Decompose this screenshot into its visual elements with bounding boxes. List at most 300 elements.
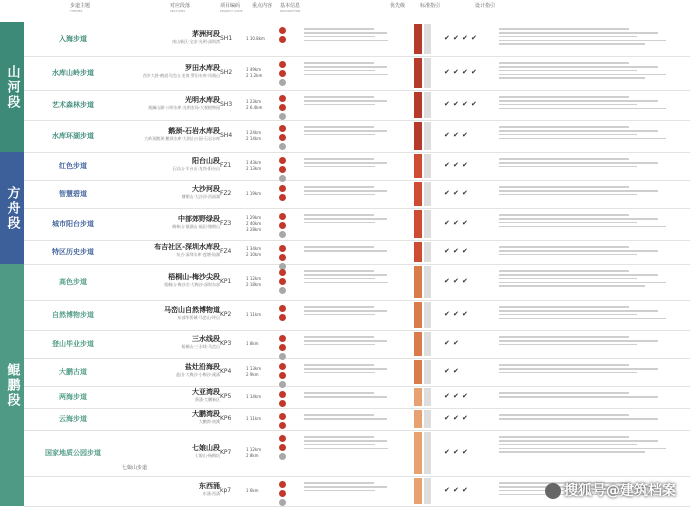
section-name	[132, 388, 220, 403]
text-line	[304, 414, 374, 416]
node-marker-icon	[279, 27, 286, 34]
description-text	[304, 268, 399, 285]
section-title: 马峦山自然博物道	[164, 306, 220, 314]
section-title: 盐灶沿海段	[185, 363, 220, 371]
text-line	[304, 340, 387, 342]
header-section: 对应段落 SECTIONS	[170, 3, 191, 13]
length-list	[246, 416, 261, 422]
node-marker-icon	[279, 344, 286, 351]
text-line	[499, 392, 629, 394]
text-line	[499, 226, 666, 228]
length-value: 2 14km	[246, 136, 262, 141]
length-value: 2 6.4km	[246, 105, 263, 110]
project-code: SH4	[220, 132, 233, 139]
priority-bar	[414, 410, 422, 428]
node-marker-icon	[279, 36, 286, 43]
node-marker-icon	[279, 453, 286, 460]
text-line	[304, 278, 375, 280]
text-line	[304, 62, 374, 64]
section-subtitle: 大岭顶鹅颈·鹅颈水库·大围山公园·石岩水库	[144, 136, 220, 141]
node-icons	[279, 433, 286, 462]
text-line	[304, 250, 387, 252]
text-line	[499, 250, 658, 252]
length-list	[246, 67, 262, 79]
section-name	[132, 335, 220, 350]
theme-name: 智慧碧道	[59, 189, 87, 198]
check-icon: ✔	[444, 161, 455, 169]
priority-marker	[414, 242, 422, 262]
priority-marker	[414, 332, 422, 356]
text-line	[499, 134, 637, 136]
node-marker-icon	[279, 185, 286, 192]
section-title: 光明水库段	[185, 96, 220, 104]
text-line	[499, 138, 666, 140]
check-icon: ✔	[462, 277, 473, 285]
priority-side-bar	[424, 332, 431, 356]
priority-marker	[414, 24, 422, 54]
text-line	[499, 440, 658, 442]
check-icon: ✔	[453, 310, 464, 318]
section-name	[132, 157, 220, 172]
priority-side-bar	[424, 410, 431, 428]
text-line	[304, 310, 387, 312]
text-line	[499, 278, 637, 280]
node-marker-icon	[279, 95, 286, 102]
priority-marker	[414, 154, 422, 178]
watermark: 搜狐号@建筑档案	[545, 480, 676, 500]
section-subtitle: 布吉·深圳水库·莲塘·仙湖	[176, 252, 220, 257]
text-line	[304, 482, 374, 484]
section-title: 布吉社区-深圳水库段	[154, 243, 220, 251]
index-checks	[444, 68, 480, 76]
text-line	[304, 134, 375, 136]
section-name	[132, 306, 220, 321]
check-icon: ✔	[453, 68, 464, 76]
design-guide-text	[499, 94, 684, 111]
length-list	[246, 36, 265, 42]
text-line	[499, 448, 666, 450]
node-marker-icon	[279, 143, 286, 150]
section-title: 梧桐山-梅沙尖段	[168, 273, 220, 281]
node-marker-icon	[279, 413, 286, 420]
length-value: 1 43km	[246, 160, 262, 165]
check-icon: ✔	[462, 247, 473, 255]
table-row	[24, 152, 690, 181]
check-icon: ✔	[462, 219, 473, 227]
section-title: 大亚湾段	[192, 388, 220, 396]
priority-marker	[414, 122, 422, 150]
node-marker-icon	[279, 157, 286, 164]
check-icon: ✔	[462, 34, 473, 42]
project-code: FZ3	[220, 220, 232, 227]
check-icon: ✔	[453, 392, 464, 400]
theme-name: 水库山岭步道	[52, 68, 94, 77]
description-text	[304, 304, 399, 318]
node-marker-icon	[279, 113, 286, 120]
check-icon: ✔	[462, 131, 473, 139]
priority-marker	[414, 182, 422, 206]
node-marker-icon	[279, 134, 286, 141]
text-line	[304, 436, 374, 438]
text-line	[304, 218, 387, 220]
priority-side-bar	[424, 122, 431, 150]
text-line	[499, 28, 629, 30]
text-line	[499, 344, 637, 346]
header-index: 标准指引	[420, 3, 441, 9]
check-icon: ✔	[444, 310, 455, 318]
check-icon: ✔	[444, 414, 455, 422]
description-text	[304, 412, 399, 422]
priority-side-bar	[424, 360, 431, 384]
text-line	[499, 314, 637, 316]
node-icons	[279, 183, 286, 203]
text-line	[304, 32, 387, 34]
text-line	[304, 96, 374, 98]
check-icon: ✔	[453, 161, 464, 169]
section-title: 罗田水库段	[185, 64, 220, 72]
project-code: KP1	[220, 278, 232, 285]
check-icon: ✔	[462, 161, 473, 169]
text-line	[304, 344, 375, 346]
text-line	[304, 222, 375, 224]
text-line	[499, 218, 658, 220]
check-icon: ✔	[453, 486, 464, 494]
description-text	[304, 334, 399, 348]
text-line	[304, 448, 388, 450]
section-subtitle: 观澜山湖·公明水库·光明农场·大观植物园	[148, 105, 220, 110]
theme-name: 大鹏古道	[59, 367, 87, 376]
section-name	[132, 96, 220, 111]
length-value: 1 12km	[246, 447, 262, 452]
section-subtitle: 石岩山·羊台山·龙岗·阳台山	[172, 166, 220, 171]
text-line	[304, 274, 387, 276]
section-fangzhou: 方舟段	[0, 152, 24, 264]
node-marker-icon	[279, 269, 286, 276]
check-icon: ✔	[453, 100, 464, 108]
text-line	[499, 74, 666, 76]
text-line	[499, 364, 629, 366]
priority-bar	[414, 154, 422, 178]
index-checks	[444, 34, 480, 42]
priority-bar	[414, 242, 422, 262]
design-guide-text	[499, 212, 684, 229]
table-row	[24, 120, 690, 153]
section-subtitle: 七娘山·杨梅坑	[194, 453, 220, 458]
priority-bar	[414, 388, 422, 406]
priority-bar	[414, 122, 422, 150]
section-title: 大沙河段	[192, 185, 220, 193]
check-icon: ✔	[444, 448, 455, 456]
node-marker-icon	[279, 481, 286, 488]
check-icon: ✔	[453, 277, 464, 285]
text-line	[499, 158, 629, 160]
text-line	[304, 314, 375, 316]
description-text	[304, 480, 399, 494]
header-code: 项目编码 PROJECT CODE	[220, 3, 243, 13]
length-list	[246, 276, 261, 288]
description-text	[304, 124, 399, 138]
node-marker-icon	[279, 166, 286, 173]
priority-side-bar	[424, 302, 431, 328]
check-icon: ✔	[444, 367, 455, 375]
check-icon: ✔	[462, 392, 473, 400]
length-list	[246, 447, 261, 459]
project-code: KP2	[220, 311, 232, 318]
priority-side-bar	[424, 266, 431, 298]
node-marker-icon	[279, 400, 286, 407]
check-icon: ✔	[462, 414, 473, 422]
project-code: SH3	[220, 101, 233, 108]
text-line	[304, 126, 374, 128]
index-checks	[444, 392, 471, 400]
design-guide-text	[499, 26, 684, 47]
index-checks	[444, 448, 471, 456]
priority-bar	[414, 302, 422, 328]
header-priority: 优先级	[390, 3, 406, 9]
check-icon: ✔	[453, 339, 464, 347]
priority-side-bar	[424, 478, 431, 504]
priority-marker	[414, 388, 422, 406]
table-row	[24, 208, 690, 241]
priority-marker	[414, 92, 422, 118]
check-icon: ✔	[444, 100, 455, 108]
check-icon: ✔	[471, 100, 482, 108]
index-checks	[444, 310, 471, 318]
extra-label: 七娘山步道	[122, 465, 148, 471]
node-marker-icon	[279, 104, 286, 111]
text-line	[499, 396, 658, 398]
text-line	[304, 364, 374, 366]
check-icon: ✔	[462, 486, 473, 494]
length-value: 2 13km	[246, 166, 262, 171]
section-name	[132, 273, 220, 288]
check-icon: ✔	[444, 34, 455, 42]
length-value: 1 6km	[246, 488, 259, 493]
priority-bar	[414, 332, 422, 356]
index-checks	[444, 414, 471, 422]
text-line	[304, 66, 387, 68]
check-icon: ✔	[453, 219, 464, 227]
header-theme: 步道主题 THEMES	[70, 3, 91, 13]
text-line	[304, 158, 374, 160]
description-text	[304, 390, 399, 400]
text-line	[499, 436, 629, 438]
section-subtitle: 东涌·西涌	[202, 491, 220, 496]
node-icons	[279, 93, 286, 122]
check-icon: ✔	[444, 486, 455, 494]
text-line	[304, 74, 388, 76]
text-line	[499, 66, 658, 68]
theme-name: 红色步道	[59, 161, 87, 170]
text-line	[499, 77, 645, 79]
description-text	[304, 362, 399, 376]
check-icon: ✔	[453, 414, 464, 422]
priority-bar	[414, 210, 422, 238]
section-shanhe: 山河段	[0, 22, 24, 152]
check-icon: ✔	[444, 339, 455, 347]
section-title: 七娘山段	[192, 444, 220, 452]
priority-marker	[414, 478, 422, 504]
priority-side-bar	[424, 58, 431, 88]
design-guide-text	[499, 184, 684, 198]
node-marker-icon	[279, 254, 286, 261]
check-icon: ✔	[444, 68, 455, 76]
text-line	[499, 418, 658, 420]
index-checks	[444, 161, 471, 169]
node-icons	[279, 123, 286, 152]
text-line	[304, 440, 387, 442]
section-name	[132, 410, 220, 425]
priority-bar	[414, 266, 422, 298]
length-value: 2 18km	[246, 282, 262, 287]
length-value: 3 28km	[246, 227, 262, 232]
check-icon: ✔	[453, 448, 464, 456]
text-line	[499, 166, 637, 168]
text-line	[304, 36, 375, 38]
priority-marker	[414, 302, 422, 328]
length-list	[246, 99, 262, 111]
length-value: 1 11km	[246, 312, 262, 317]
section-subtitle: 葵涌·大鹏新区	[194, 397, 220, 402]
design-guide-text	[499, 362, 684, 376]
text-line	[304, 392, 374, 394]
text-line	[304, 306, 374, 308]
length-value: 1 10.8km	[246, 36, 265, 41]
node-marker-icon	[279, 79, 286, 86]
section-name	[132, 215, 220, 230]
length-value: 2 9km	[246, 372, 259, 377]
text-line	[499, 70, 637, 72]
text-line	[499, 285, 645, 287]
text-line	[499, 96, 629, 98]
index-checks	[444, 131, 471, 139]
priority-bar	[414, 360, 422, 384]
index-checks	[444, 277, 471, 285]
node-marker-icon	[279, 278, 286, 285]
check-icon: ✔	[444, 392, 455, 400]
text-line	[499, 194, 637, 196]
node-marker-icon	[279, 391, 286, 398]
text-line	[499, 368, 658, 370]
check-icon: ✔	[444, 277, 455, 285]
text-line	[304, 214, 374, 216]
section-subtitle: 大鹏湾·南澳	[198, 419, 220, 424]
design-guide-text	[499, 244, 684, 258]
text-line	[499, 310, 658, 312]
text-line	[499, 190, 658, 192]
index-checks	[444, 367, 462, 375]
header-design: 设计指引	[475, 3, 496, 9]
section-title: 茅洲河段	[192, 30, 220, 38]
text-line	[304, 104, 375, 106]
text-line	[499, 372, 637, 374]
design-guide-text	[499, 334, 684, 348]
section-subtitle: 梧桐山·三水线·马峦山	[181, 344, 220, 349]
project-code: SH1	[220, 35, 233, 42]
description-text	[304, 244, 399, 254]
node-marker-icon	[279, 213, 286, 220]
text-line	[304, 486, 387, 488]
project-code: SH2	[220, 69, 233, 76]
theme-name: 特区历史步道	[52, 247, 94, 256]
section-subtitle: 南山新区·宝安·光明·深圳湾	[172, 39, 220, 44]
header-info: 基本信息 DESCRIPTION	[280, 3, 301, 13]
priority-side-bar	[424, 154, 431, 178]
text-line	[304, 190, 387, 192]
text-line	[304, 372, 375, 374]
index-checks	[444, 339, 462, 347]
priority-marker	[414, 360, 422, 384]
priority-side-bar	[424, 210, 431, 238]
project-code: KP7	[220, 449, 232, 456]
check-icon: ✔	[444, 247, 455, 255]
text-line	[304, 282, 388, 284]
design-guide-text	[499, 156, 684, 170]
description-text	[304, 434, 399, 451]
node-marker-icon	[279, 61, 286, 68]
text-line	[499, 36, 637, 38]
node-icons	[279, 25, 286, 45]
text-line	[499, 340, 658, 342]
section-subtitle: 盐田·大梅沙·小梅沙·溪涌	[176, 372, 220, 377]
table-row	[24, 386, 690, 409]
check-icon: ✔	[462, 189, 473, 197]
length-value: 1 24km	[246, 130, 262, 135]
section-name	[132, 243, 220, 258]
text-line	[499, 254, 637, 256]
check-icon: ✔	[471, 34, 482, 42]
node-icons	[279, 303, 286, 323]
node-marker-icon	[279, 499, 286, 506]
text-line	[304, 336, 374, 338]
node-marker-icon	[279, 231, 286, 238]
table-row	[24, 56, 690, 91]
index-checks	[444, 247, 471, 255]
text-line	[304, 100, 387, 102]
length-list	[246, 488, 259, 494]
priority-side-bar	[424, 92, 431, 118]
section-title: 中部郊野绿段	[178, 215, 220, 223]
section-name	[132, 30, 220, 45]
text-line	[304, 162, 387, 164]
table-row	[24, 22, 690, 57]
check-icon: ✔	[453, 189, 464, 197]
node-marker-icon	[279, 125, 286, 132]
index-checks	[444, 486, 471, 494]
text-line	[499, 32, 658, 34]
section-subtitle: 塘朗山·大沙河·西丽湖	[181, 194, 220, 199]
node-marker-icon	[279, 435, 286, 442]
text-line	[304, 490, 375, 492]
check-icon: ✔	[462, 310, 473, 318]
project-code: FZ1	[220, 162, 232, 169]
priority-side-bar	[424, 182, 431, 206]
section-title: 大鹏湾段	[192, 410, 220, 418]
length-value: 1 13km	[246, 366, 262, 371]
check-icon: ✔	[453, 367, 464, 375]
priority-bar	[414, 478, 422, 504]
theme-name: 登山毕业步道	[52, 339, 94, 348]
design-guide-text	[499, 412, 684, 422]
section-subtitle: 西乡大桥·鹤道马峦山·龙岗·罗田水库·凤凰山	[142, 73, 220, 78]
theme-name: 两海步道	[59, 392, 87, 401]
text-line	[499, 62, 629, 64]
node-marker-icon	[279, 70, 286, 77]
length-list	[246, 130, 261, 142]
node-icons	[279, 59, 286, 88]
theme-name: 国家地质公园步道	[45, 448, 101, 457]
text-line	[499, 108, 666, 110]
